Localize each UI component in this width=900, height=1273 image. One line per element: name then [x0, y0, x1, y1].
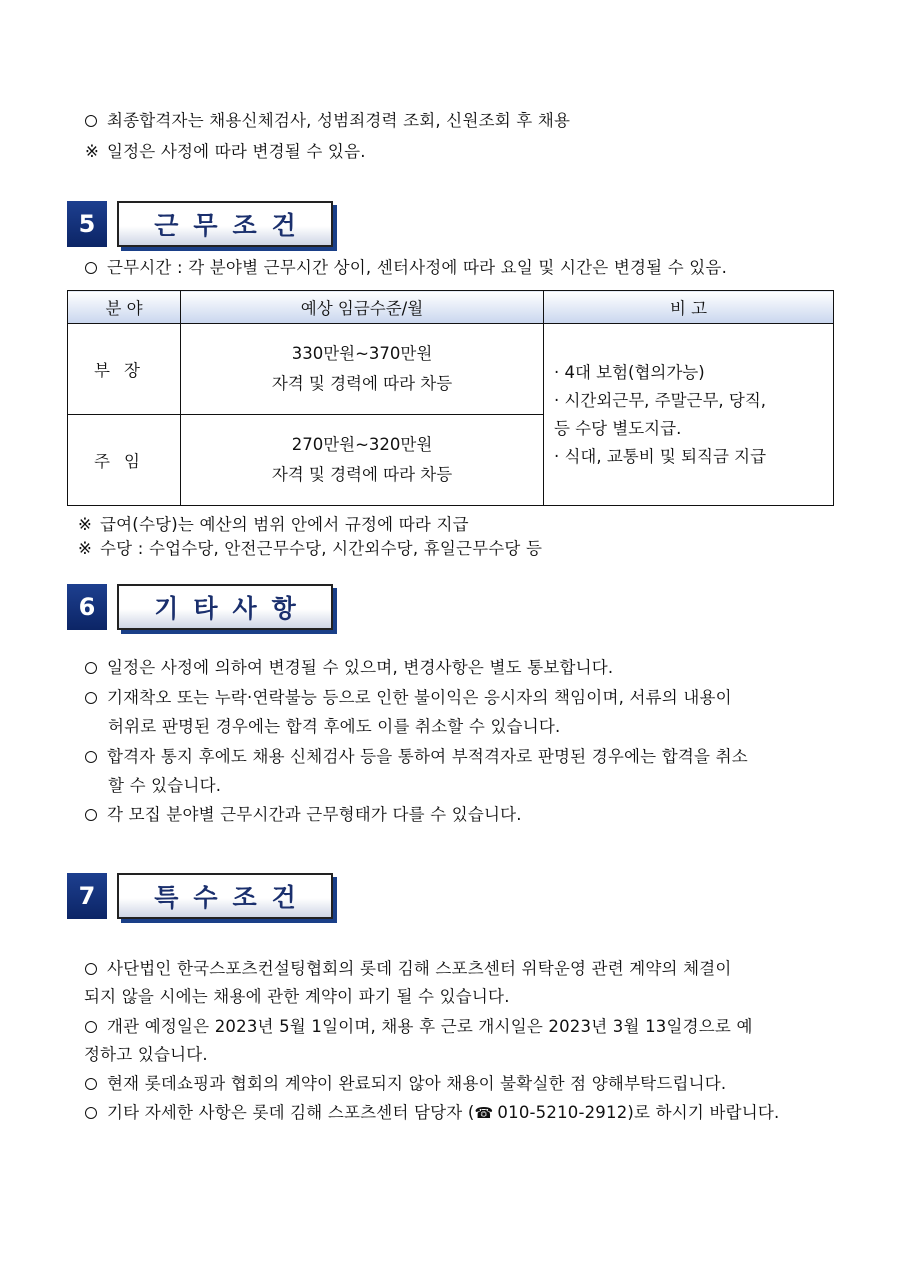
circle-bullet-icon	[85, 1021, 97, 1033]
list-item: 개관 예정일은 2023년 5월 1일이며, 채용 후 근로 개시일은 2023년 3월 13일경으로 예	[85, 1016, 753, 1038]
row-category: 부장	[68, 324, 181, 415]
circle-bullet-icon	[85, 692, 97, 704]
circle-bullet-icon	[85, 662, 97, 674]
section-title: 근무조건	[154, 211, 311, 240]
header-salary: 예상 임금수준/월	[181, 291, 544, 324]
list-item-continuation: 할 수 있습니다.	[108, 776, 222, 795]
salary-note: 자격 및 경력에 따라 차등	[271, 374, 453, 393]
salary-note: 자격 및 경력에 따라 차등	[271, 465, 453, 484]
header-remarks: 비 고	[544, 291, 834, 324]
telephone-icon: ☎	[474, 1104, 494, 1122]
section-number: 6	[67, 584, 107, 630]
row-salary	[181, 415, 544, 506]
section-number: 5	[67, 201, 107, 247]
table-row	[68, 324, 834, 415]
list-item: 사단법인 한국스포츠컨설팅협회의 롯데 김해 스포츠센터 위탁운영 관련 계약의 체결이	[85, 958, 732, 980]
reference-mark-icon: ※	[85, 142, 100, 161]
list-item: 기타 자세한 사항은 롯데 김해 스포츠센터 담당자 (☎ 010-5210-2912)로 하시기 바랍니다.	[85, 1102, 780, 1124]
circle-bullet-icon	[85, 751, 97, 763]
section-5-header	[67, 201, 337, 247]
remarks-cell	[544, 324, 834, 506]
circle-bullet-icon	[85, 809, 97, 821]
table-header-row	[68, 291, 834, 324]
section-7-header	[67, 873, 337, 919]
circle-bullet-icon	[85, 115, 97, 127]
salary-range: 270만원~320만원	[291, 435, 433, 454]
reference-mark-icon: ※	[78, 515, 93, 534]
section-title: 기타사항	[154, 594, 311, 623]
remark-item: · 시간외근무, 주말근무, 당직,	[554, 390, 767, 410]
pay-note-line: ※ 급여(수당)는 예산의 범위 안에서 규정에 따라 지급	[78, 515, 469, 534]
row-category: 주임	[68, 415, 181, 506]
section-title-box	[117, 201, 333, 247]
list-item-continuation: 되지 않을 시에는 채용에 관한 계약이 파기 될 수 있습니다.	[84, 987, 510, 1006]
circle-bullet-icon	[85, 262, 97, 274]
section-title-box	[117, 584, 333, 630]
work-hours-line: 근무시간 : 각 분야별 근무시간 상이, 센터사정에 따라 요일 및 시간은 변경될 수 있음.	[85, 257, 727, 279]
list-item-continuation: 허위로 판명된 경우에는 합격 후에도 이를 취소할 수 있습니다.	[108, 717, 561, 736]
reference-mark-icon: ※	[78, 539, 93, 558]
list-item: 합격자 통지 후에도 채용 신체검사 등을 통하여 부적격자로 판명된 경우에는 합격을 취소	[85, 746, 748, 768]
row-salary	[181, 324, 544, 415]
circle-bullet-icon	[85, 1107, 97, 1119]
final-pass-line: 최종합격자는 채용신체검사, 성범죄경력 조회, 신원조회 후 채용	[85, 110, 570, 132]
section-title: 특수조건	[154, 883, 311, 912]
section-title-box	[117, 873, 333, 919]
list-item: 일정은 사정에 의하여 변경될 수 있으며, 변경사항은 별도 통보합니다.	[85, 657, 613, 679]
header-category: 분 야	[68, 291, 181, 324]
schedule-note-line: ※ 일정은 사정에 따라 변경될 수 있음.	[85, 142, 366, 161]
section-6-header	[67, 584, 337, 630]
allowance-note-line: ※ 수당 : 수업수당, 안전근무수당, 시간외수당, 휴일근무수당 등	[78, 539, 543, 558]
circle-bullet-icon	[85, 1078, 97, 1090]
remark-item: · 식대, 교통비 및 퇴직금 지급	[554, 446, 767, 466]
remark-item: 등 수당 별도지급.	[554, 418, 682, 438]
work-conditions-table	[67, 290, 834, 506]
remark-item: · 4대 보험(협의가능)	[554, 362, 705, 382]
list-item-continuation: 정하고 있습니다.	[84, 1045, 208, 1064]
salary-range: 330만원~370만원	[291, 344, 433, 363]
list-item: 각 모집 분야별 근무시간과 근무형태가 다를 수 있습니다.	[85, 804, 522, 826]
list-item: 기재착오 또는 누락·연락불능 등으로 인한 불이익은 응시자의 책임이며, 서류의 내용이	[85, 687, 732, 709]
circle-bullet-icon	[85, 963, 97, 975]
section-number: 7	[67, 873, 107, 919]
list-item: 현재 롯데쇼핑과 협회의 계약이 완료되지 않아 채용이 불확실한 점 양해부탁드립니다.	[85, 1073, 726, 1095]
